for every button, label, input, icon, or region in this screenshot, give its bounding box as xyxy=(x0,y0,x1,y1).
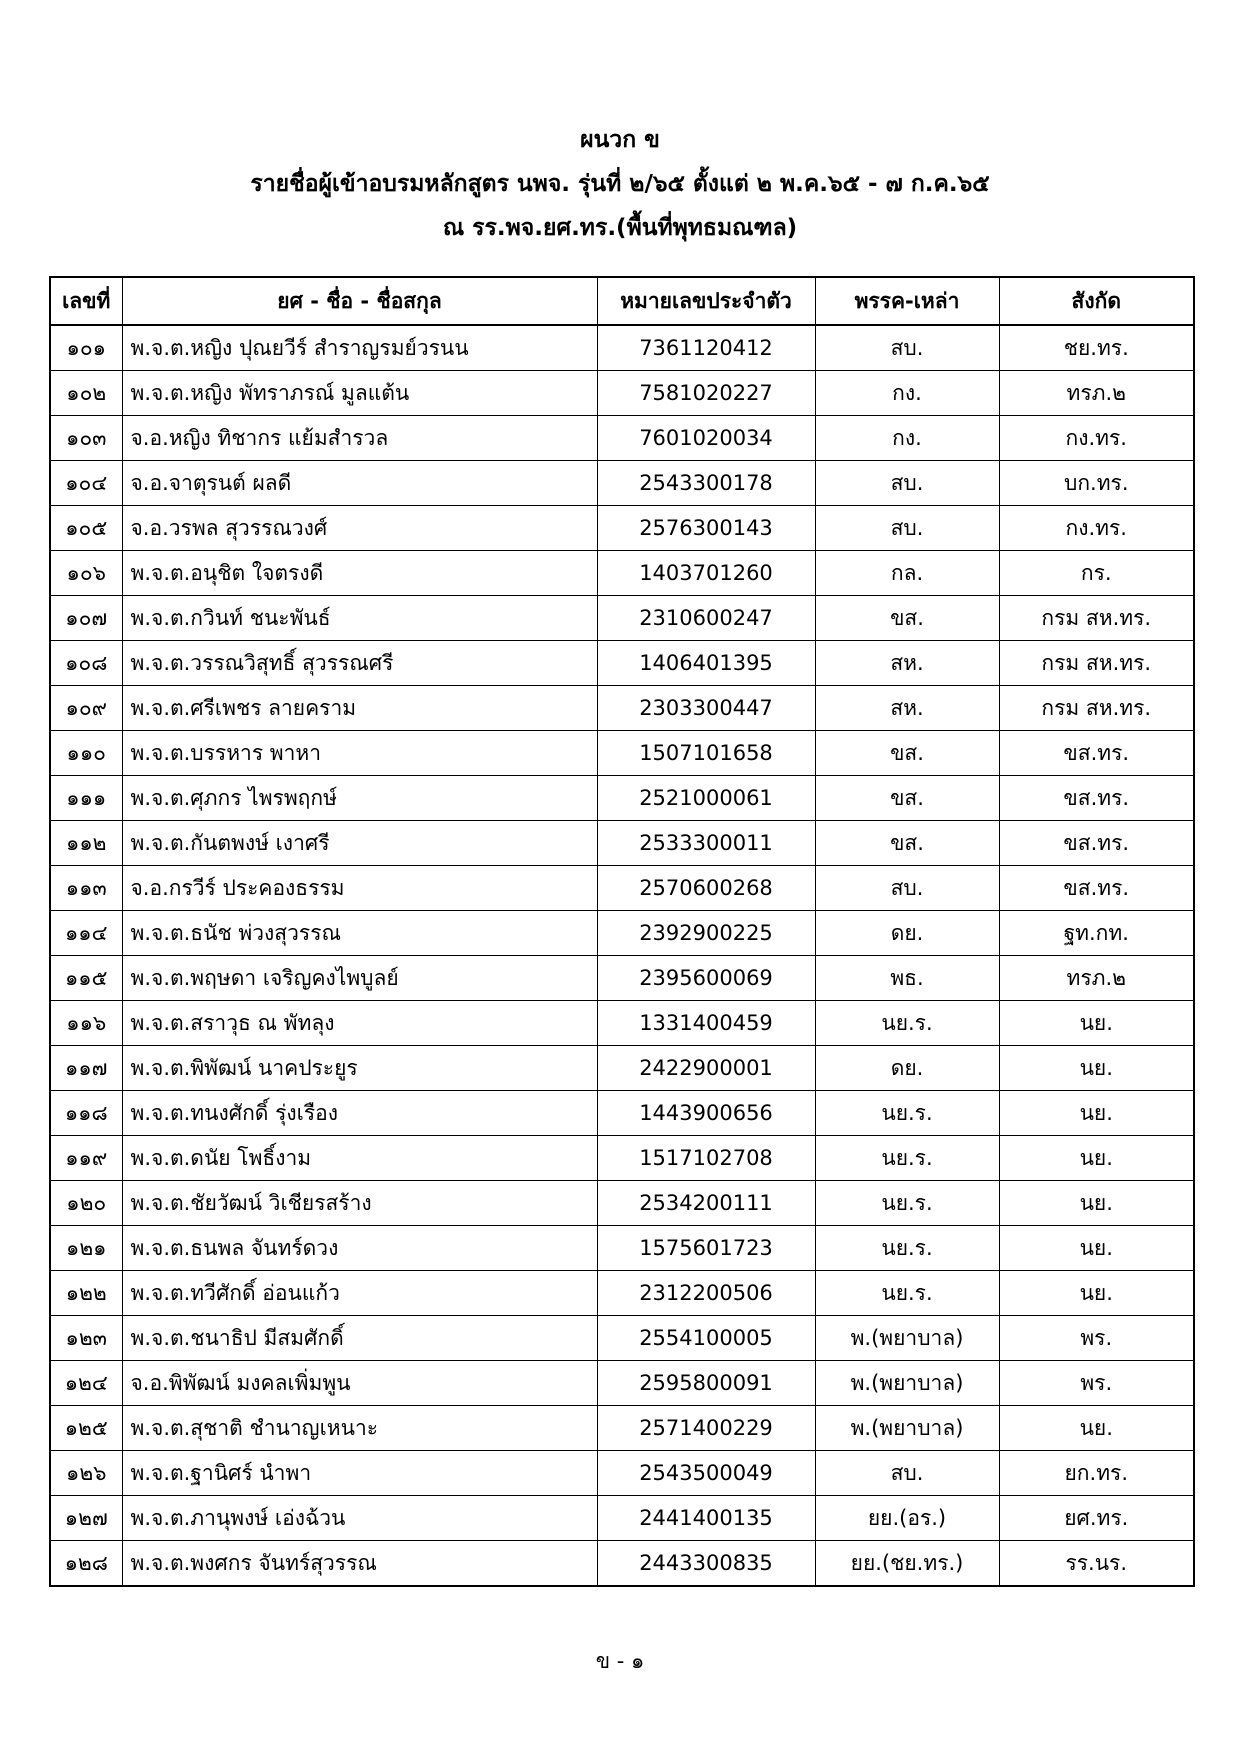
row-branch: สบ. xyxy=(815,866,999,911)
row-rank-name: พ.จ.ต.พงศกร จันทร์สุวรรณ xyxy=(122,1541,597,1587)
row-unit: นย. xyxy=(999,1001,1194,1046)
row-unit: พร. xyxy=(999,1361,1194,1406)
row-id-number: 2595800091 xyxy=(597,1361,815,1406)
table-row xyxy=(50,1001,1194,1046)
row-id-number: 2534200111 xyxy=(597,1181,815,1226)
row-rank-name: พ.จ.ต.ภานุพงษ์ เอ่งฉ้วน xyxy=(122,1496,597,1541)
row-id-number: 2570600268 xyxy=(597,866,815,911)
table-row xyxy=(50,821,1194,866)
row-number: ๑๒๕ xyxy=(50,1406,122,1451)
row-id-number: 2543300178 xyxy=(597,461,815,506)
row-number: ๑๒๓ xyxy=(50,1316,122,1361)
row-number: ๑๑๖ xyxy=(50,1001,122,1046)
row-unit: ขส.ทร. xyxy=(999,776,1194,821)
table-header-row xyxy=(50,277,1194,325)
row-branch: ขส. xyxy=(815,731,999,776)
table-row xyxy=(50,506,1194,551)
page-number: ข - ๑ xyxy=(595,1649,645,1673)
row-number: ๑๒๗ xyxy=(50,1496,122,1541)
row-id-number: 1517102708 xyxy=(597,1136,815,1181)
row-id-number: 1443900656 xyxy=(597,1091,815,1136)
row-id-number: 2303300447 xyxy=(597,686,815,731)
table-row xyxy=(50,1406,1194,1451)
row-id-number: 1331400459 xyxy=(597,1001,815,1046)
row-id-number: 1406401395 xyxy=(597,641,815,686)
row-rank-name: จ.อ.พิพัฒน์ มงคลเพิ่มพูน xyxy=(122,1361,597,1406)
row-unit: ยก.ทร. xyxy=(999,1451,1194,1496)
table-row xyxy=(50,731,1194,776)
row-unit: กร. xyxy=(999,551,1194,596)
row-branch: นย.ร. xyxy=(815,1001,999,1046)
row-id-number: 1575601723 xyxy=(597,1226,815,1271)
column-header-id: หมายเลขประจำตัว xyxy=(597,277,815,325)
row-rank-name: พ.จ.ต.ธนัช พ่วงสุวรรณ xyxy=(122,911,597,956)
row-rank-name: พ.จ.ต.ทนงศักดิ์ รุ่งเรือง xyxy=(122,1091,597,1136)
row-branch: ขส. xyxy=(815,821,999,866)
table-row xyxy=(50,1181,1194,1226)
row-id-number: 2576300143 xyxy=(597,506,815,551)
column-header-name: ยศ - ชื่อ - ชื่อสกุล xyxy=(122,277,597,325)
row-unit: ยศ.ทร. xyxy=(999,1496,1194,1541)
row-id-number: 2533300011 xyxy=(597,821,815,866)
row-unit: กรม สห.ทร. xyxy=(999,686,1194,731)
row-rank-name: พ.จ.ต.หญิง ปุณยวีร์ สำราญรมย์วรนน xyxy=(122,325,597,371)
row-rank-name: พ.จ.ต.ธนพล จันทร์ดวง xyxy=(122,1226,597,1271)
row-unit: นย. xyxy=(999,1406,1194,1451)
row-branch: พ.(พยาบาล) xyxy=(815,1316,999,1361)
row-id-number: 2312200506 xyxy=(597,1271,815,1316)
row-number: ๑๑๒ xyxy=(50,821,122,866)
table-row xyxy=(50,1226,1194,1271)
row-rank-name: พ.จ.ต.ชนาธิป มีสมศักดิ์ xyxy=(122,1316,597,1361)
row-branch: นย.ร. xyxy=(815,1136,999,1181)
row-number: ๑๐๘ xyxy=(50,641,122,686)
row-id-number: 2310600247 xyxy=(597,596,815,641)
row-unit: กง.ทร. xyxy=(999,416,1194,461)
roster-table xyxy=(49,276,1195,1587)
row-number: ๑๑๘ xyxy=(50,1091,122,1136)
row-rank-name: พ.จ.ต.กวินท์ ชนะพันธ์ xyxy=(122,596,597,641)
row-number: ๑๑๑ xyxy=(50,776,122,821)
row-rank-name: จ.อ.วรพล สุวรรณวงศ์ xyxy=(122,506,597,551)
row-rank-name: พ.จ.ต.บรรหาร พาหา xyxy=(122,731,597,776)
table-row xyxy=(50,1541,1194,1587)
row-rank-name: พ.จ.ต.ทวีศักดิ์ อ่อนแก้ว xyxy=(122,1271,597,1316)
row-id-number: 7601020034 xyxy=(597,416,815,461)
row-branch: กล. xyxy=(815,551,999,596)
row-number: ๑๑๕ xyxy=(50,956,122,1001)
row-rank-name: พ.จ.ต.อนุชิต ใจตรงดี xyxy=(122,551,597,596)
row-unit: ทรภ.๒ xyxy=(999,956,1194,1001)
row-branch: พ.(พยาบาล) xyxy=(815,1406,999,1451)
row-unit: กรม สห.ทร. xyxy=(999,641,1194,686)
row-unit: นย. xyxy=(999,1046,1194,1091)
table-row xyxy=(50,1451,1194,1496)
table-row xyxy=(50,1271,1194,1316)
row-number: ๑๒๑ xyxy=(50,1226,122,1271)
row-rank-name: จ.อ.หญิง ทิชากร แย้มสำรวล xyxy=(122,416,597,461)
row-branch: ขส. xyxy=(815,776,999,821)
course-title: รายชื่อผู้เข้าอบรมหลักสูตร นพจ. รุ่นที่ ๒/๖๕ ตั้งแต่ ๒ พ.ค.๖๕ - ๗ ก.ค.๖๕ xyxy=(250,171,990,197)
row-unit: ขส.ทร. xyxy=(999,866,1194,911)
row-number: ๑๒๔ xyxy=(50,1361,122,1406)
row-number: ๑๐๕ xyxy=(50,506,122,551)
row-branch: ขส. xyxy=(815,596,999,641)
table-row xyxy=(50,1496,1194,1541)
table-row xyxy=(50,1361,1194,1406)
row-unit: นย. xyxy=(999,1091,1194,1136)
row-rank-name: พ.จ.ต.ชัยวัฒน์ วิเชียรสร้าง xyxy=(122,1181,597,1226)
column-header-number: เลขที่ xyxy=(50,277,122,325)
row-rank-name: พ.จ.ต.กันตพงษ์ เงาศรี xyxy=(122,821,597,866)
row-number: ๑๐๒ xyxy=(50,371,122,416)
row-number: ๑๑๐ xyxy=(50,731,122,776)
table-row xyxy=(50,325,1194,371)
row-unit: บก.ทร. xyxy=(999,461,1194,506)
table-row xyxy=(50,1091,1194,1136)
table-row xyxy=(50,1136,1194,1181)
row-id-number: 2441400135 xyxy=(597,1496,815,1541)
row-unit: ขส.ทร. xyxy=(999,731,1194,776)
row-branch: ยย.(อร.) xyxy=(815,1496,999,1541)
row-branch: กง. xyxy=(815,371,999,416)
table-row xyxy=(50,416,1194,461)
table-row xyxy=(50,776,1194,821)
row-unit: นย. xyxy=(999,1181,1194,1226)
row-number: ๑๑๓ xyxy=(50,866,122,911)
row-rank-name: พ.จ.ต.ฐานิศร์ นำพา xyxy=(122,1451,597,1496)
row-id-number: 1403701260 xyxy=(597,551,815,596)
table-row xyxy=(50,551,1194,596)
row-unit: ชย.ทร. xyxy=(999,325,1194,371)
row-id-number: 7581020227 xyxy=(597,371,815,416)
row-branch: กง. xyxy=(815,416,999,461)
row-branch: พ.(พยาบาล) xyxy=(815,1361,999,1406)
row-id-number: 2554100005 xyxy=(597,1316,815,1361)
row-rank-name: พ.จ.ต.ดนัย โพธิ์งาม xyxy=(122,1136,597,1181)
row-number: ๑๑๗ xyxy=(50,1046,122,1091)
row-branch: สบ. xyxy=(815,1451,999,1496)
table-row xyxy=(50,686,1194,731)
row-branch: ดย. xyxy=(815,1046,999,1091)
row-branch: สบ. xyxy=(815,461,999,506)
row-branch: นย.ร. xyxy=(815,1271,999,1316)
row-branch: นย.ร. xyxy=(815,1091,999,1136)
table-row xyxy=(50,461,1194,506)
row-id-number: 1507101658 xyxy=(597,731,815,776)
row-number: ๑๐๓ xyxy=(50,416,122,461)
row-branch: ดย. xyxy=(815,911,999,956)
location-title: ณ รร.พจ.ยศ.ทร.(พื้นที่พุทธมณฑล) xyxy=(442,215,798,241)
row-number: ๑๐๖ xyxy=(50,551,122,596)
row-number: ๑๑๔ xyxy=(50,911,122,956)
row-branch: นย.ร. xyxy=(815,1226,999,1271)
row-rank-name: จ.อ.กรวีร์ ประคองธรรม xyxy=(122,866,597,911)
row-number: ๑๐๗ xyxy=(50,596,122,641)
row-rank-name: พ.จ.ต.พฤษดา เจริญคงไพบูลย์ xyxy=(122,956,597,1001)
annex-title: ผนวก ข xyxy=(580,127,660,153)
document-header xyxy=(0,118,1240,250)
row-id-number: 2571400229 xyxy=(597,1406,815,1451)
row-id-number: 2392900225 xyxy=(597,911,815,956)
column-header-branch: พรรค-เหล่า xyxy=(815,277,999,325)
table-row xyxy=(50,371,1194,416)
column-header-unit: สังกัด xyxy=(999,277,1194,325)
row-rank-name: พ.จ.ต.สราวุธ ณ พัทลุง xyxy=(122,1001,597,1046)
row-branch: สห. xyxy=(815,641,999,686)
row-rank-name: พ.จ.ต.หญิง พัทราภรณ์ มูลแต้น xyxy=(122,371,597,416)
table-row xyxy=(50,911,1194,956)
row-branch: นย.ร. xyxy=(815,1181,999,1226)
row-number: ๑๑๙ xyxy=(50,1136,122,1181)
row-unit: รร.นร. xyxy=(999,1541,1194,1587)
table-row xyxy=(50,596,1194,641)
row-unit: นย. xyxy=(999,1136,1194,1181)
row-id-number: 2443300835 xyxy=(597,1541,815,1587)
row-unit: กง.ทร. xyxy=(999,506,1194,551)
row-number: ๑๐๙ xyxy=(50,686,122,731)
row-rank-name: พ.จ.ต.พิพัฒน์ นาคประยูร xyxy=(122,1046,597,1091)
row-unit: ฐท.กท. xyxy=(999,911,1194,956)
row-unit: กรม สห.ทร. xyxy=(999,596,1194,641)
row-rank-name: จ.อ.จาตุรนต์ ผลดี xyxy=(122,461,597,506)
row-branch: สบ. xyxy=(815,325,999,371)
table-body xyxy=(50,325,1194,1586)
table-row xyxy=(50,866,1194,911)
row-unit: ขส.ทร. xyxy=(999,821,1194,866)
row-rank-name: พ.จ.ต.วรรณวิสุทธิ์ สุวรรณศรี xyxy=(122,641,597,686)
table-row xyxy=(50,1316,1194,1361)
row-id-number: 2395600069 xyxy=(597,956,815,1001)
row-number: ๑๒๒ xyxy=(50,1271,122,1316)
row-id-number: 7361120412 xyxy=(597,325,815,371)
row-branch: พธ. xyxy=(815,956,999,1001)
row-branch: ยย.(ชย.ทร.) xyxy=(815,1541,999,1587)
row-rank-name: พ.จ.ต.สุชาติ ชำนาญเหนาะ xyxy=(122,1406,597,1451)
row-number: ๑๐๔ xyxy=(50,461,122,506)
row-unit: นย. xyxy=(999,1271,1194,1316)
row-rank-name: พ.จ.ต.ศรีเพชร ลายคราม xyxy=(122,686,597,731)
row-unit: ทรภ.๒ xyxy=(999,371,1194,416)
row-number: ๑๒๘ xyxy=(50,1541,122,1587)
row-unit: พร. xyxy=(999,1316,1194,1361)
row-id-number: 2543500049 xyxy=(597,1451,815,1496)
row-rank-name: พ.จ.ต.ศุภกร ไพรพฤกษ์ xyxy=(122,776,597,821)
table-row xyxy=(50,641,1194,686)
row-id-number: 2422900001 xyxy=(597,1046,815,1091)
table-row xyxy=(50,1046,1194,1091)
row-unit: นย. xyxy=(999,1226,1194,1271)
row-number: ๑๒๐ xyxy=(50,1181,122,1226)
row-number: ๑๐๑ xyxy=(50,325,122,371)
table-row xyxy=(50,956,1194,1001)
row-number: ๑๒๖ xyxy=(50,1451,122,1496)
row-branch: สบ. xyxy=(815,506,999,551)
row-id-number: 2521000061 xyxy=(597,776,815,821)
row-branch: สห. xyxy=(815,686,999,731)
